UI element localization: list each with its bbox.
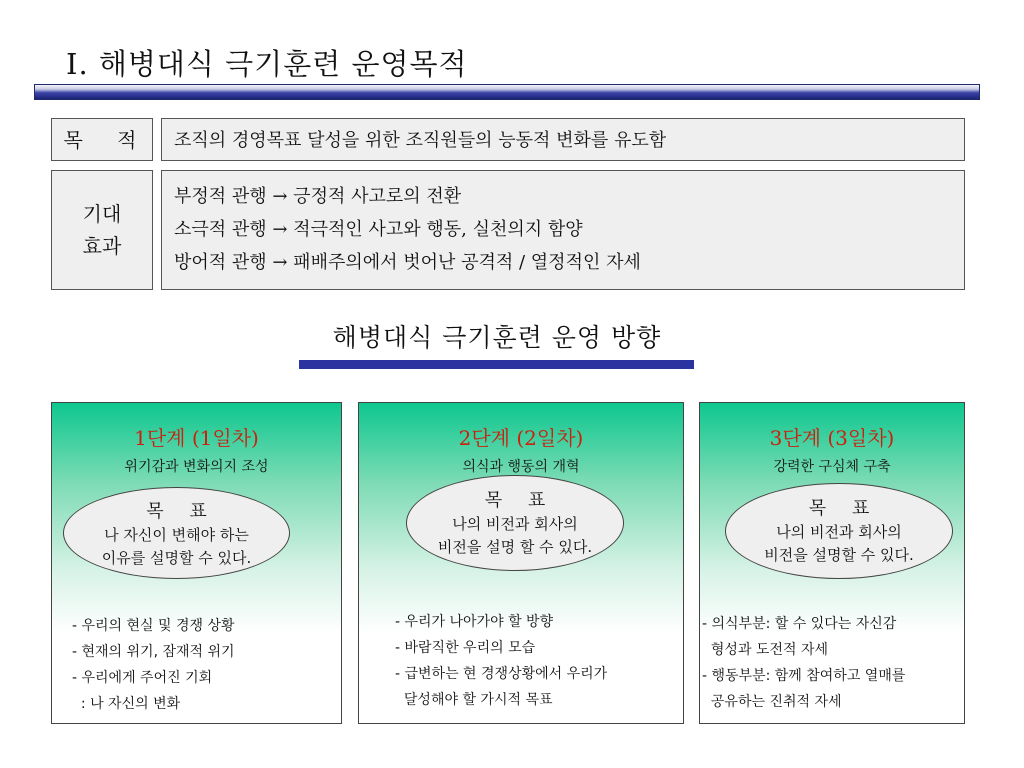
direction-underline-bar	[299, 360, 694, 369]
goal-ellipse	[406, 475, 624, 571]
goal-line: 비전을 설명할 수 있다.	[764, 546, 914, 564]
goal-line: 이유를 설명할 수 있다.	[101, 549, 252, 567]
bullet-item: - 우리가 나아가야 할 방향	[395, 614, 554, 630]
bullet-item: - 행동부분: 함께 참여하고 열매를	[702, 668, 906, 684]
bullet-item: - 급변하는 현 경쟁상황에서 우리가	[395, 666, 608, 682]
stage-bullets	[395, 609, 607, 713]
title-underline-bar	[34, 84, 980, 100]
stage-subheading: 강력한 구심체 구축	[773, 459, 891, 475]
purpose-label: 목 적	[51, 118, 153, 161]
page-title: Ⅰ. 해병대식 극기훈련 운영목적	[66, 47, 468, 81]
effect-label-line2: 효과	[82, 234, 122, 258]
goal-line: 나의 비전과 회사의	[452, 515, 578, 533]
bullet-item: - 의식부분: 할 수 있다는 자신감	[702, 616, 897, 632]
stage-heading: 1단계 (1일차)	[134, 426, 259, 450]
stage-bullets	[702, 611, 905, 715]
bullet-item: - 현재의 위기, 잠재적 위기	[72, 644, 235, 660]
direction-title: 해병대식 극기훈련 운영 방향	[332, 323, 662, 352]
stage-heading: 3단계 (3일차)	[769, 426, 895, 450]
effect-item: 소극적 관행 → 적극적인 사고와 행동, 실천의지 함양	[174, 219, 583, 240]
goal-ellipse	[63, 487, 290, 579]
stage-2-card	[358, 402, 684, 724]
goal-line: 비전을 설명 할 수 있다.	[437, 538, 593, 556]
bullet-item: - 우리에게 주어진 기회	[72, 670, 213, 686]
effect-item: 부정적 관행 → 긍정적 사고로의 전환	[174, 186, 462, 207]
effect-label-line1: 기대	[82, 202, 122, 226]
goal-label: 목 표	[484, 490, 556, 511]
bullet-item: - 우리의 현실 및 경쟁 상황	[72, 618, 235, 634]
purpose-text: 조직의 경영목표 달성을 위한 조직원들의 능동적 변화를 유도함	[161, 118, 965, 161]
goal-label: 목 표	[146, 501, 217, 522]
bullet-item: - 바람직한 우리의 모습	[395, 640, 536, 656]
effect-list	[161, 170, 965, 290]
bullet-item: : 나 자신의 변화	[72, 696, 181, 712]
stage-bullets	[72, 613, 235, 717]
bullet-item: 달성해야 할 가시적 목표	[395, 692, 553, 708]
goal-label: 목 표	[808, 498, 880, 519]
effect-item: 방어적 관행 → 패배주의에서 벗어난 공격적 / 열정적인 자세	[174, 252, 641, 273]
stage-subheading: 위기감과 변화의지 조성	[124, 459, 269, 475]
goal-line: 나 자신이 변해야 하는	[104, 526, 249, 544]
stage-subheading: 의식과 행동의 개혁	[462, 459, 580, 475]
effect-label	[51, 170, 153, 290]
bullet-item: 형성과 도전적 자세	[702, 642, 828, 658]
stage-1-card	[51, 402, 342, 724]
bullet-item: 공유하는 진취적 자세	[702, 694, 842, 710]
stage-3-card	[699, 402, 965, 724]
goal-ellipse	[725, 483, 953, 579]
stage-heading: 2단계 (2일차)	[458, 426, 584, 450]
goal-line: 나의 비전과 회사의	[776, 523, 902, 541]
